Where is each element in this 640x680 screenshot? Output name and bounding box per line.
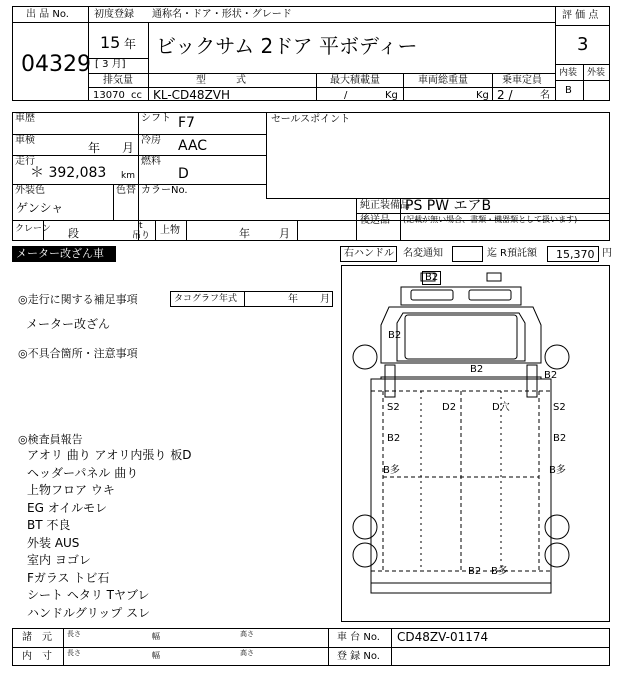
score-label: 評 価 点 [562,10,599,21]
mark-rear-b2: B2 [468,566,482,577]
mileage-value: ＊ 392,083 [30,165,107,181]
displacement-label: 排気量 [103,75,133,86]
name-change-box [452,246,483,262]
chassis-number: CD48ZV-01174 [397,630,489,644]
max-load-unit: Kg [385,90,398,101]
mark-b-many-right: B多 [549,465,566,476]
name-label: 通称名・ドア・形状・グレード [152,9,292,20]
fuel-value: D [178,166,189,182]
inspector-report-line: BT 不良 [27,518,71,532]
inspection-month: 月 [122,141,135,155]
rhd-label: 右ハンドル [344,248,394,259]
car-name: ビックサム 2ドア 平ボディー [156,34,418,58]
height-label-2: 高さ [240,649,254,657]
tachograph-year: 年 [288,294,298,305]
color-change-label: 色替 [116,185,136,196]
inspector-report-line: ヘッダーパネル 曲り [27,465,139,480]
mark-cab-b2-center: B2 [470,364,484,375]
max-load-label: 最大積載量 [330,75,380,86]
exterior-label: 外装 [587,68,606,78]
inspection-label: 車検 [15,135,35,146]
history-label: 車歴 [15,113,35,124]
recycle-deposit-amount: 15,370 [556,248,595,261]
deadline-label: 迄 [487,248,497,259]
inspector-report-line: EG オイルモレ [27,500,108,515]
gross-weight-label: 車両総重量 [418,75,468,86]
mark-top-b2: B2 [422,271,441,285]
registration-month: [ 3 月] [95,59,126,70]
interior-grade: B [565,85,572,96]
equipment-label: 純正装備品 [360,200,410,211]
mark-s2-left: S2 [387,402,400,413]
inspector-report-label: ◎検査員報告 [18,433,83,446]
mark-b-many-left: B多 [383,465,400,476]
tachograph-month: 月 [320,294,330,305]
upper-year: 年 [239,227,250,240]
crane-label: クレーン [15,224,51,234]
upper-label: 上物 [160,225,180,236]
interior-dims-label: 内 寸 [22,651,52,662]
registration-year-unit: 年 [124,37,137,51]
chassis-label: 車 台 No. [337,632,380,643]
mark-s2-right: S2 [553,402,566,413]
aftermarket-label: 後送品 [360,215,390,226]
length-label: 長さ [67,630,81,638]
mileage-unit: km [121,171,135,181]
mark-b2-left: B2 [387,433,401,444]
score-value: 3 [577,34,589,55]
sales-point-label: セールスポイント [271,114,351,125]
inspector-report-line: 室内 ヨゴレ [27,553,91,567]
aftermarket-note: (記載が無い場合、書類・機器類として扱います) [403,215,578,224]
tampered-meter-text: メーター改ざん車 [16,247,104,260]
max-load-sep: / [344,90,348,101]
ext-color-value: ゲンシャ [16,201,64,215]
mark-rear-b-many: B多 [491,566,508,577]
driving-note: メーター改ざん [26,317,111,331]
equipment-value: PS PW エアB [405,198,492,214]
inspector-report-line: ハンドルグリップ スレ [27,605,151,620]
tachograph-label: タコグラフ年式 [174,294,238,304]
displacement-unit: cc [131,90,142,101]
inspector-report-line: Fガラス トビ石 [27,570,110,585]
yen-label: 円 [602,248,612,259]
ac-value: AAC [178,138,208,154]
ac-label: 冷房 [141,135,161,146]
mark-b2-right: B2 [553,433,567,444]
mark-d2: D2 [442,402,457,413]
registration-year: 15 [100,33,121,52]
capacity-unit: 名 [540,90,550,101]
capacity-label: 乗車定員 [502,75,542,86]
model-label: 型 式 [196,75,246,86]
mark-d-hole: D穴 [492,402,510,413]
first-registration-label: 初度登録 [94,9,134,20]
crane-ton-unit: t [139,221,143,231]
displacement-value: 13070 [93,90,125,101]
fuel-label: 燃料 [141,156,161,167]
name-change-label: 名変通知 [403,248,443,259]
inspector-report-line: アオリ 曲り アオリ内張り 板D [27,448,192,462]
width-label: 幅 [152,632,160,641]
inspector-report-line: シート ヘタリ Tヤブレ [27,588,150,602]
lot-label: 出 品 No. [26,9,69,20]
mileage-label: 走行 [15,156,35,167]
interior-label: 内装 [559,68,578,78]
color-no-label: カラーNo. [141,185,188,196]
upper-month: 月 [279,227,290,240]
shift-label: シフト [141,113,171,124]
crane-stage-unit: 段 [68,227,79,240]
inspector-report-line: 上物フロア ウキ [27,483,115,497]
lot-number: 04329 [21,52,91,77]
inspector-report-line: 外装 AUS [27,535,80,550]
inspector-report-list [27,447,327,622]
mark-cab-b2: B2 [388,330,402,341]
ext-color-label: 外装色 [15,185,45,196]
defects-label: ◎不具合箇所・注意事項 [18,347,138,360]
capacity-value: 2 / [497,88,513,102]
model-value: KL-CD48ZVH [153,88,231,102]
driving-notes-label: ◎走行に関する補足事項 [18,293,138,306]
tampered-meter-banner [12,246,116,262]
width-label-2: 幅 [152,651,160,660]
inspection-year: 年 [88,141,101,155]
registration-no-label: 登 録 No. [337,651,380,662]
gross-weight-unit: Kg [476,90,489,101]
dims-label: 諸 元 [22,632,52,643]
crane-hoist-unit: 吊り [132,231,151,241]
truck-outline [353,273,569,593]
mark-right-b2: B2 [544,370,558,381]
shift-value: F7 [178,115,195,131]
height-label: 高さ [240,630,254,638]
length-label-2: 長さ [67,649,81,657]
recycle-deposit-label: R預託額 [500,248,537,259]
